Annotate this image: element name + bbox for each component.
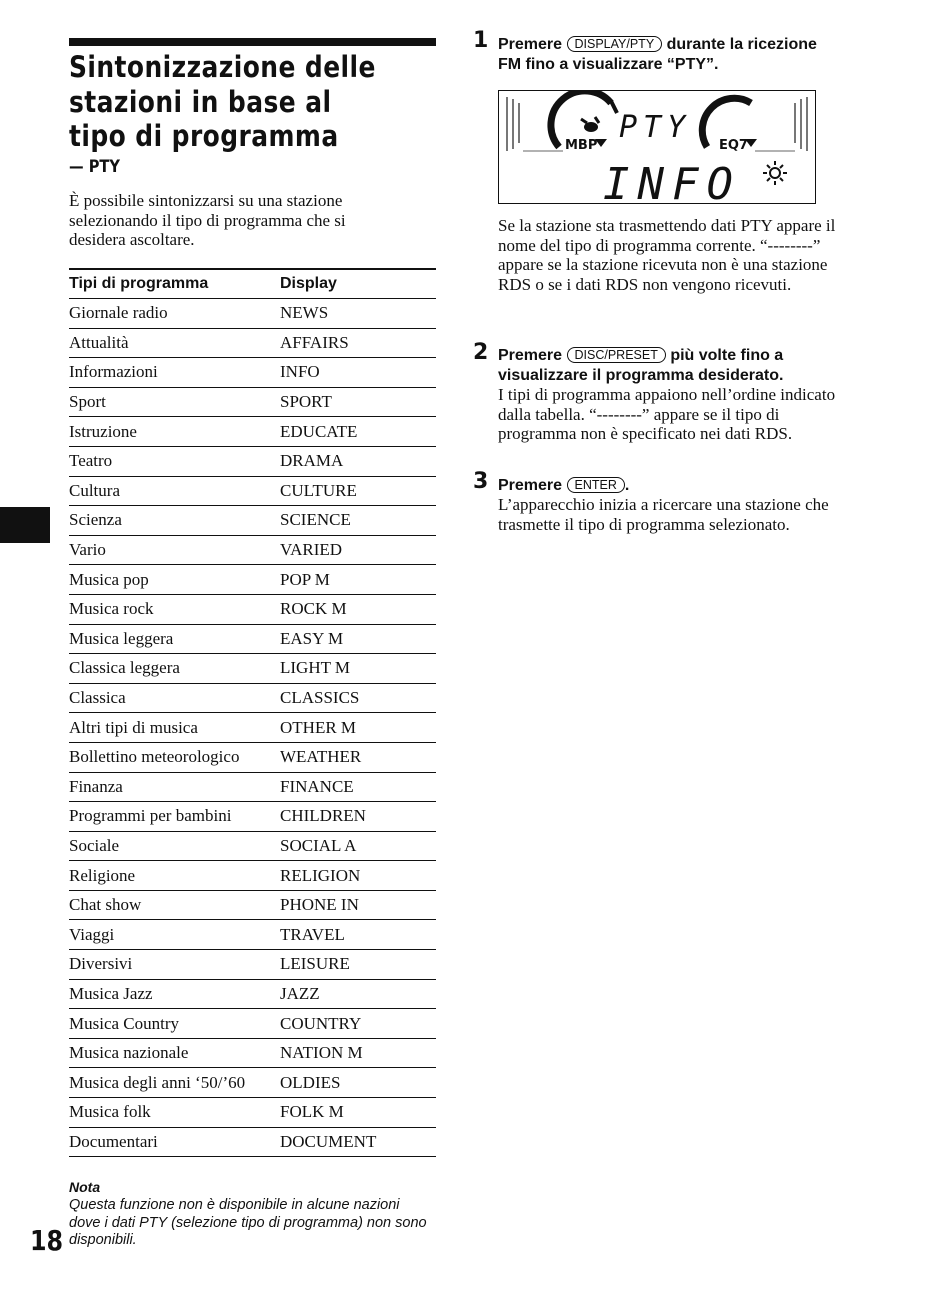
program-type-cell: Attualità [69, 332, 129, 352]
column-header-type: Tipi di programma [69, 275, 209, 292]
table-row [69, 684, 436, 714]
table-row [69, 861, 436, 891]
program-type-cell: Programmi per bambini [69, 806, 232, 826]
step-1-instruction [498, 35, 838, 74]
program-type-cell: Altri tipi di musica [69, 717, 198, 737]
illumination-icon [763, 161, 787, 185]
step-1-body: Se la stazione sta trasmettendo dati PTY appare il nome del tipo di programma corrente. “--------” appare se la stazione ricevuta non è una stazione RDS o se i dati RDS non vengono ricevuti. [498, 216, 836, 295]
table-row [69, 1039, 436, 1069]
table-row [69, 654, 436, 684]
program-type-cell: Documentari [69, 1131, 158, 1151]
display-code-cell: TRAVEL [280, 924, 345, 944]
display-code-cell: VARIED [280, 540, 343, 560]
display-code-cell: FINANCE [280, 776, 354, 796]
display-code-cell: INFO [280, 362, 320, 382]
display-code-cell: DRAMA [280, 451, 344, 471]
program-type-cell: Finanza [69, 776, 123, 796]
table-row [69, 388, 436, 418]
table-header [69, 268, 436, 299]
program-type-cell: Musica rock [69, 599, 154, 619]
table-row [69, 565, 436, 595]
program-type-cell: Viaggi [69, 924, 115, 944]
display-code-cell: ROCK M [280, 599, 347, 619]
table-row [69, 802, 436, 832]
table-row [69, 950, 436, 980]
table-row [69, 417, 436, 447]
display-code-cell: CHILDREN [280, 806, 366, 826]
display-code-cell: OTHER M [280, 717, 357, 737]
program-type-cell: Religione [69, 865, 136, 885]
program-type-cell: Informazioni [69, 362, 158, 382]
table-row [69, 920, 436, 950]
step-3-pre: Premere [498, 477, 563, 494]
program-type-cell: Musica pop [69, 569, 149, 589]
display-pty-key: DISPLAY/PTY [567, 36, 663, 52]
program-type-cell: Musica Country [69, 1013, 180, 1033]
display-code-cell: EDUCATE [280, 421, 358, 441]
display-code-cell: SCIENCE [280, 510, 351, 530]
title-rule [69, 38, 436, 46]
step-3-post: . [624, 477, 630, 494]
program-type-cell: Chat show [69, 895, 142, 915]
section-tab-marker [0, 507, 50, 543]
lcd-pty-text: PTY [619, 110, 692, 145]
note-heading: Nota [69, 1179, 101, 1195]
program-type-cell: Bollettino meteorologico [69, 747, 240, 767]
table-row [69, 625, 436, 655]
table-row [69, 713, 436, 743]
enter-key: ENTER [567, 477, 625, 493]
table-row [69, 477, 436, 507]
table-row [69, 832, 436, 862]
display-code-cell: SPORT [280, 392, 332, 412]
display-code-cell: NATION M [280, 1043, 363, 1063]
program-type-cell: Cultura [69, 480, 120, 500]
program-type-cell: Giornale radio [69, 303, 168, 323]
display-code-cell: DOCUMENT [280, 1131, 377, 1151]
table-row [69, 595, 436, 625]
step-3-body: L’apparecchio inizia a ricercare una stazione che trasmette il tipo di programma selezionato. [498, 495, 829, 534]
step-1-pre: Premere [498, 36, 563, 53]
display-code-cell: COUNTRY [280, 1013, 362, 1033]
lcd-display-illustration [498, 90, 816, 204]
program-type-cell: Musica nazionale [69, 1043, 189, 1063]
display-code-cell: AFFAIRS [280, 332, 349, 352]
disc-preset-key: DISC/PRESET [567, 347, 666, 363]
display-code-cell: JAZZ [280, 983, 320, 1003]
table-row [69, 506, 436, 536]
program-type-table [69, 268, 436, 1157]
page-title: Sintonizzazione delle stazioni in base al tipo di programma [69, 50, 376, 153]
program-type-cell: Vario [69, 540, 106, 560]
display-code-cell: CULTURE [280, 480, 357, 500]
display-code-cell: CLASSICS [280, 688, 360, 708]
program-type-cell: Musica folk [69, 1102, 151, 1122]
display-code-cell: EASY M [280, 628, 344, 648]
program-type-cell: Diversivi [69, 954, 133, 974]
table-row [69, 329, 436, 359]
step-2-pre: Premere [498, 347, 563, 364]
display-code-cell: WEATHER [280, 747, 362, 767]
column-header-display: Display [280, 275, 337, 292]
program-type-cell: Musica degli anni ‘50/’60 [69, 1072, 246, 1092]
table-row [69, 447, 436, 477]
table-row [69, 1068, 436, 1098]
display-code-cell: NEWS [280, 303, 329, 323]
program-type-cell: Istruzione [69, 421, 137, 441]
lcd-info-text: INFO [603, 159, 741, 203]
display-code-cell: POP M [280, 569, 330, 589]
step-2-body: I tipi di programma appaiono nell’ordine indicato dalla tabella. “--------” appare se il tipo di programma non è specificato nei dati RDS. [498, 385, 836, 444]
display-code-cell: LIGHT M [280, 658, 351, 678]
table-row [69, 773, 436, 803]
step-1-number: 1 [473, 28, 489, 53]
step-3-number: 3 [473, 469, 489, 494]
page-subtitle: — PTY [69, 157, 120, 177]
table-row [69, 299, 436, 329]
display-code-cell: FOLK M [280, 1102, 344, 1122]
step-2-instruction [498, 346, 838, 385]
table-row [69, 743, 436, 773]
display-code-cell: OLDIES [280, 1072, 341, 1092]
table-row [69, 536, 436, 566]
program-type-cell: Scienza [69, 510, 122, 530]
table-row [69, 1098, 436, 1128]
step-3-instruction [498, 476, 838, 496]
step-2-post: più volte fino a visualizzare il programma desiderato. [498, 347, 784, 384]
step-1-post: durante la ricezione FM fino a visualizzare “PTY”. [498, 36, 817, 73]
note-text: Questa funzione non è disponibile in alcune nazioni dove i dati PTY (selezione tipo di programma) non sono disponibili. [69, 1197, 427, 1248]
lcd-graphic [499, 91, 815, 203]
display-code-cell: PHONE IN [280, 895, 359, 915]
table-row [69, 1128, 436, 1158]
table-body [69, 299, 436, 1157]
program-type-cell: Sport [69, 392, 106, 412]
program-type-cell: Musica leggera [69, 628, 174, 648]
table-row [69, 358, 436, 388]
intro-paragraph: È possibile sintonizzarsi su una stazione selezionando il tipo di programma che si desidera ascoltare. [69, 191, 346, 249]
table-row [69, 1009, 436, 1039]
program-type-cell: Classica leggera [69, 658, 180, 678]
mbp-label: MBP [565, 138, 598, 153]
program-type-cell: Teatro [69, 451, 113, 471]
display-code-cell: SOCIAL A [280, 835, 357, 855]
table-row [69, 891, 436, 921]
page-number: 18 [30, 1224, 64, 1257]
program-type-cell: Musica Jazz [69, 983, 153, 1003]
display-code-cell: LEISURE [280, 954, 350, 974]
table-row [69, 980, 436, 1010]
eq-label: EQ7 [719, 138, 748, 153]
step-2-number: 2 [473, 340, 489, 365]
display-code-cell: RELIGION [280, 865, 361, 885]
program-type-cell: Sociale [69, 835, 120, 855]
program-type-cell: Classica [69, 688, 126, 708]
